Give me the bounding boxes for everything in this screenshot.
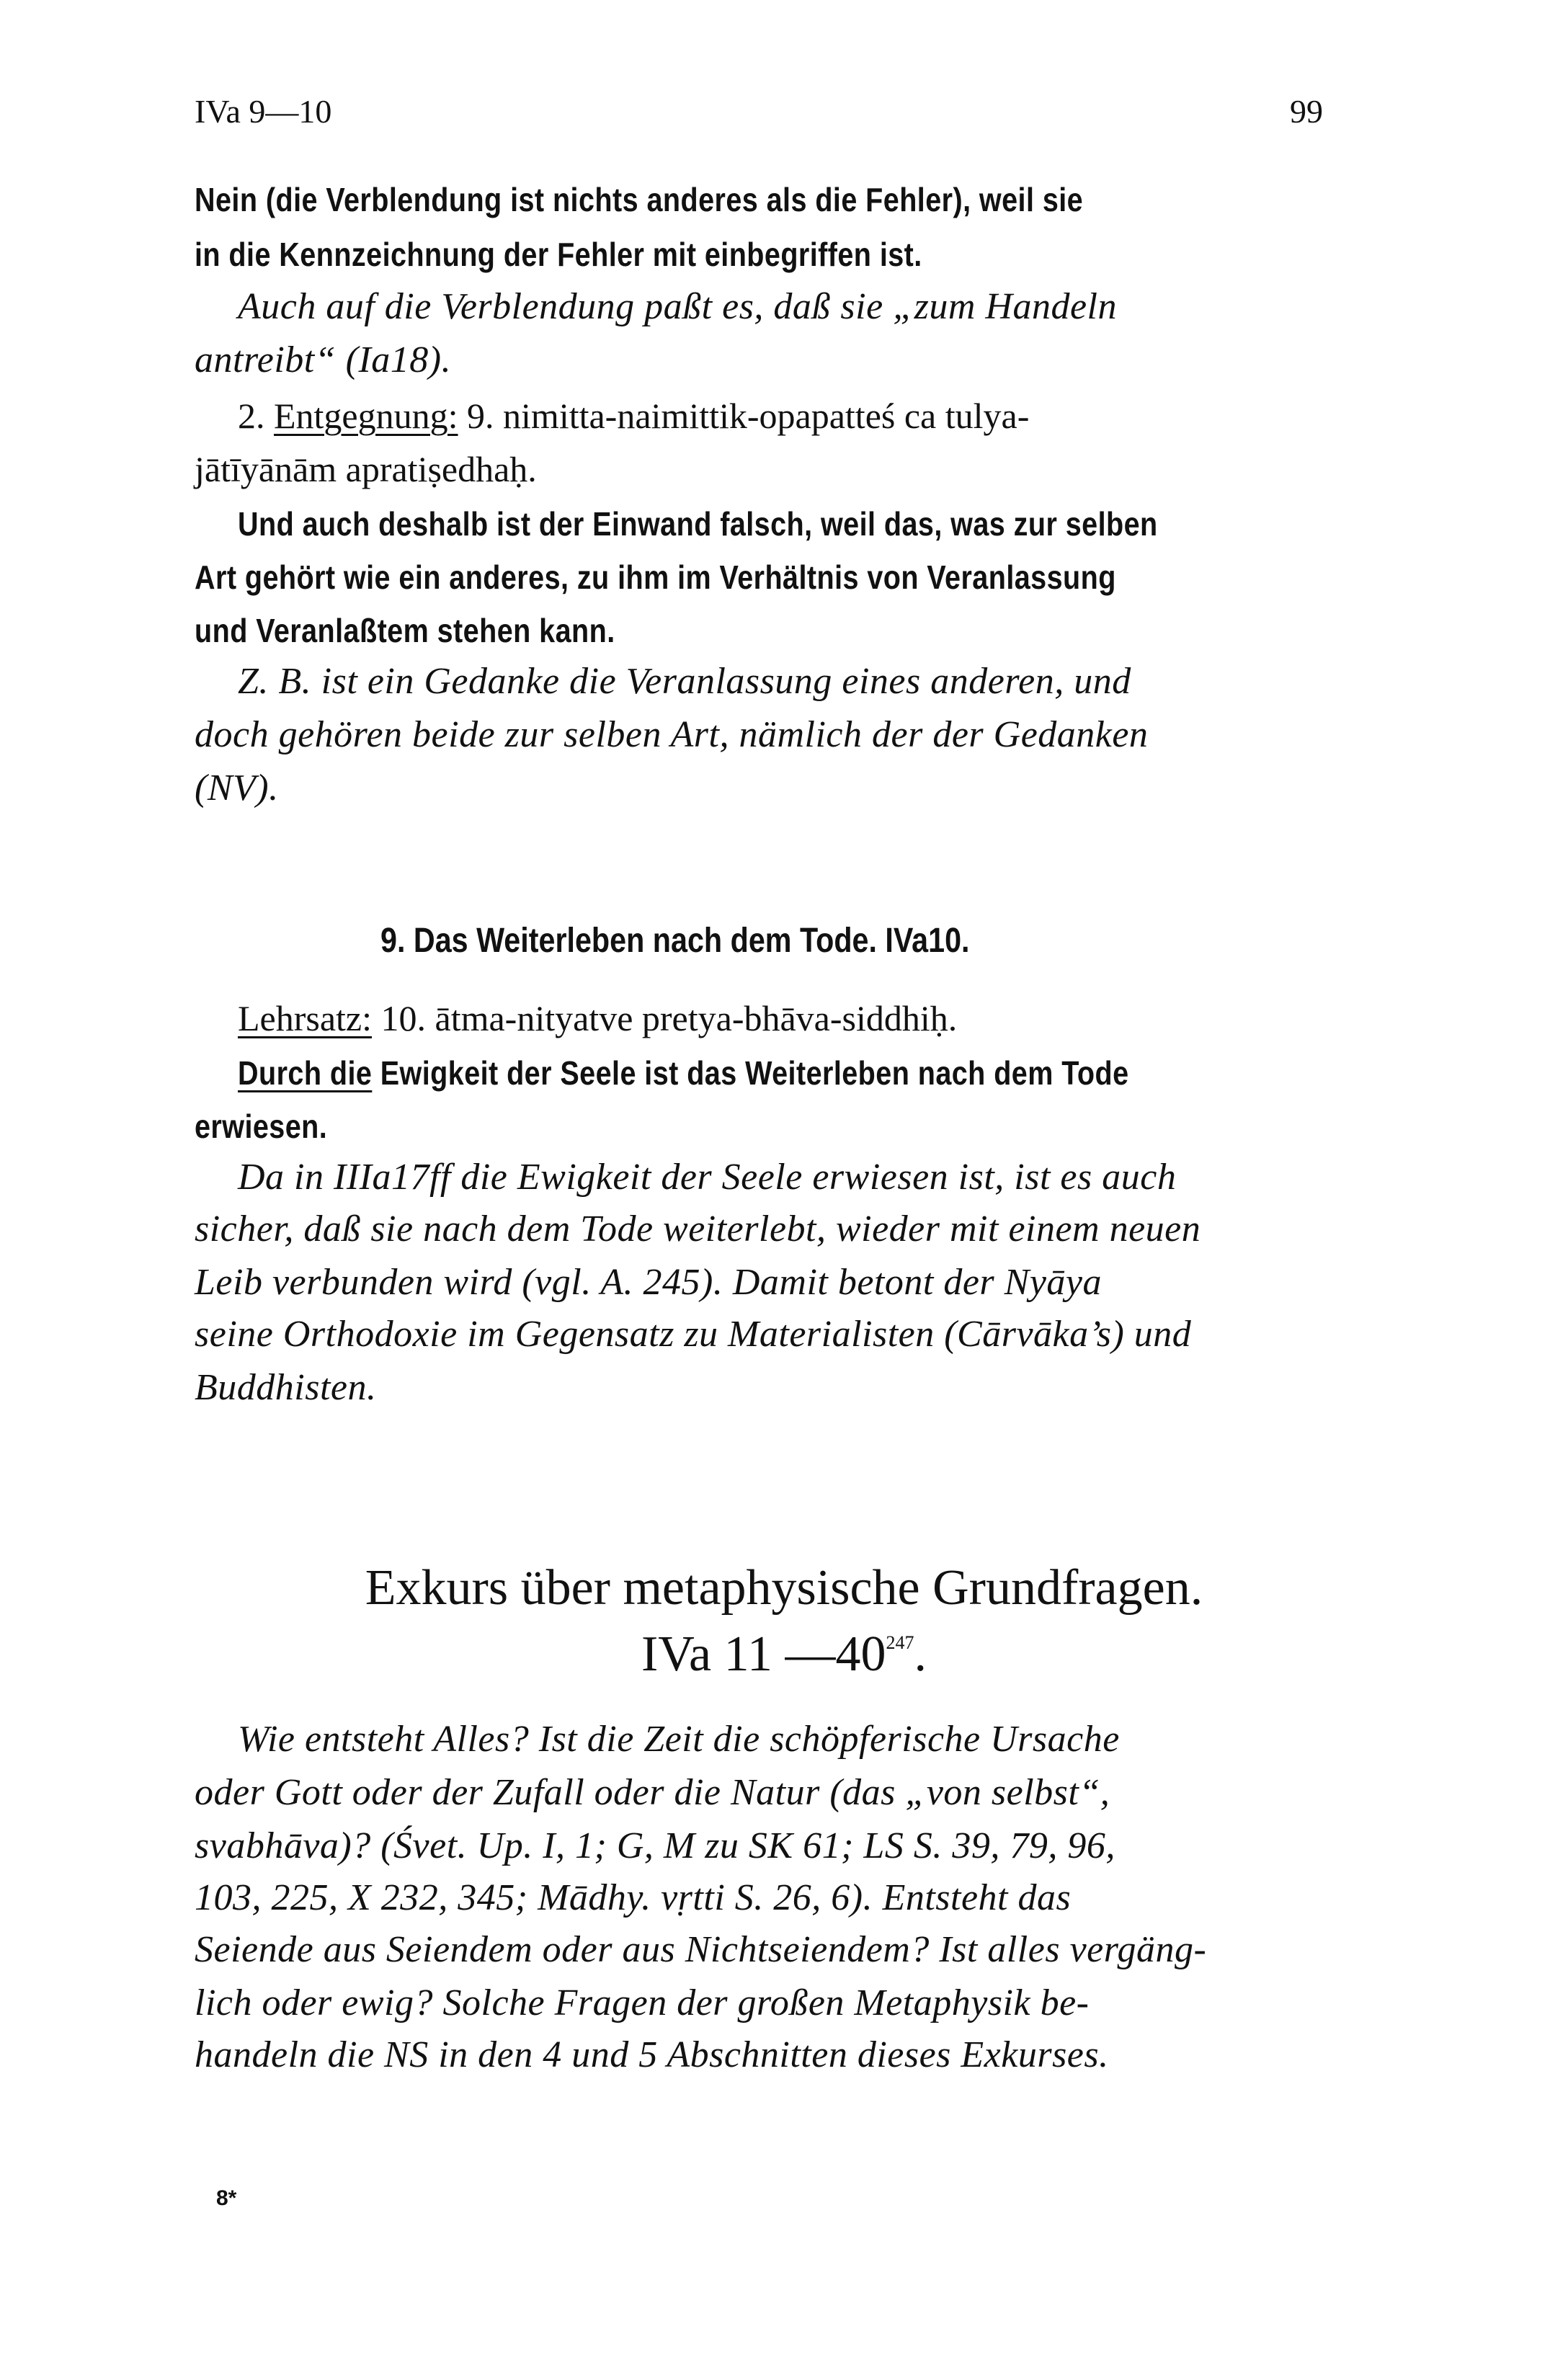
comment-line: doch gehören beide zur selben Art, nämlich der der Gedanken (195, 714, 1149, 755)
lehrsatz-label: Lehrsatz: (238, 998, 373, 1038)
comment-line: oder Gott oder der Zufall oder die Natur (das „von selbst“, (195, 1772, 1110, 1813)
sutra-text: 10. ātma-nityatve pretya-bhāva-siddhiḥ. (372, 998, 958, 1038)
translation-text: Ewigkeit der Seele ist das Weiterleben nach dem Tode (372, 1054, 1129, 1092)
section-heading: 9. Das Weiterleben nach dem Tode. IVa10. (380, 922, 970, 960)
translation-line (238, 1054, 1129, 1092)
translation-line: Nein (die Verblendung ist nichts anderes als die Fehler), weil sie (195, 181, 1084, 218)
comment-line: Leib verbunden wird (vgl. A. 245). Damit betont der Nyāya (195, 1262, 1102, 1303)
underlined-phrase: Durch die (238, 1054, 373, 1092)
comment-line: 103, 225, X 232, 345; Mādhy. vṛtti S. 26, 6). Entsteht das (195, 1877, 1072, 1918)
comment-line: Da in IIIa17ff die Ewigkeit der Seele erwiesen ist, ist es auch (238, 1157, 1177, 1198)
comment-line: Z. B. ist ein Gedanke die Veranlassung eines anderen, und (238, 661, 1131, 702)
sutra-line: jātīyānām apratiṣedhaḥ. (195, 449, 537, 489)
translation-line: Und auch deshalb ist der Einwand falsch, weil das, was zur selben (238, 505, 1158, 543)
comment-line: lich oder ewig? Solche Fragen der großen Metaphysik be- (195, 1982, 1090, 2023)
translation-line: und Veranlaßtem stehen kann. (195, 612, 615, 649)
footnote-ref: 247 (886, 1632, 914, 1653)
excursus-title: Exkurs über metaphysische Grundfragen. (365, 1560, 1203, 1616)
comment-line: handeln die NS in den 4 und 5 Abschnitten dieses Exkurses. (195, 2034, 1109, 2075)
translation-line: in die Kennzeichnung der Fehler mit einbegriffen ist. (195, 236, 922, 273)
comment-line: Wie entsteht Alles? Ist die Zeit die schöpferische Ursache (238, 1719, 1120, 1760)
comment-line: svabhāva)? (Śvet. Up. I, 1; G, M zu SK 61; LS S. 39, 79, 96, (195, 1825, 1115, 1866)
comment-line: antreibt“ (Ia18). (195, 339, 452, 380)
translation-line: erwiesen. (195, 1108, 328, 1145)
entgegnung-label: Entgegnung: (274, 396, 458, 436)
comment-line: (NV). (195, 767, 279, 809)
sutra-number-label: 2. (238, 396, 274, 436)
comment-line: Buddhisten. (195, 1367, 377, 1408)
comment-line: seine Orthodoxie im Gegensatz zu Materialisten (Cārvāka’s) und (195, 1314, 1192, 1355)
comment-line: Auch auf die Verblendung paßt es, daß sie „zum Handeln (238, 286, 1117, 327)
sutra-text: 9. nimitta-naimittik-opapatteś ca tulya- (458, 396, 1030, 436)
translation-line: Art gehört wie ein anderes, zu ihm im Verhältnis von Veranlassung (195, 558, 1116, 596)
comment-line: sicher, daß sie nach dem Tode weiterlebt, wieder mit einem neuen (195, 1208, 1201, 1250)
sutra-line (238, 997, 957, 1039)
comment-line: Seiende aus Seiendem oder aus Nichtseiendem? Ist alles vergäng- (195, 1929, 1207, 1970)
signature-mark: 8* (216, 2186, 237, 2210)
page-number: 99 (1290, 93, 1323, 130)
excursus-subtitle: IVa 11 $—40^{247}$. (641, 1626, 927, 1682)
sutra-line (238, 395, 1029, 437)
running-head-section: IVa 9—10 (195, 93, 332, 130)
